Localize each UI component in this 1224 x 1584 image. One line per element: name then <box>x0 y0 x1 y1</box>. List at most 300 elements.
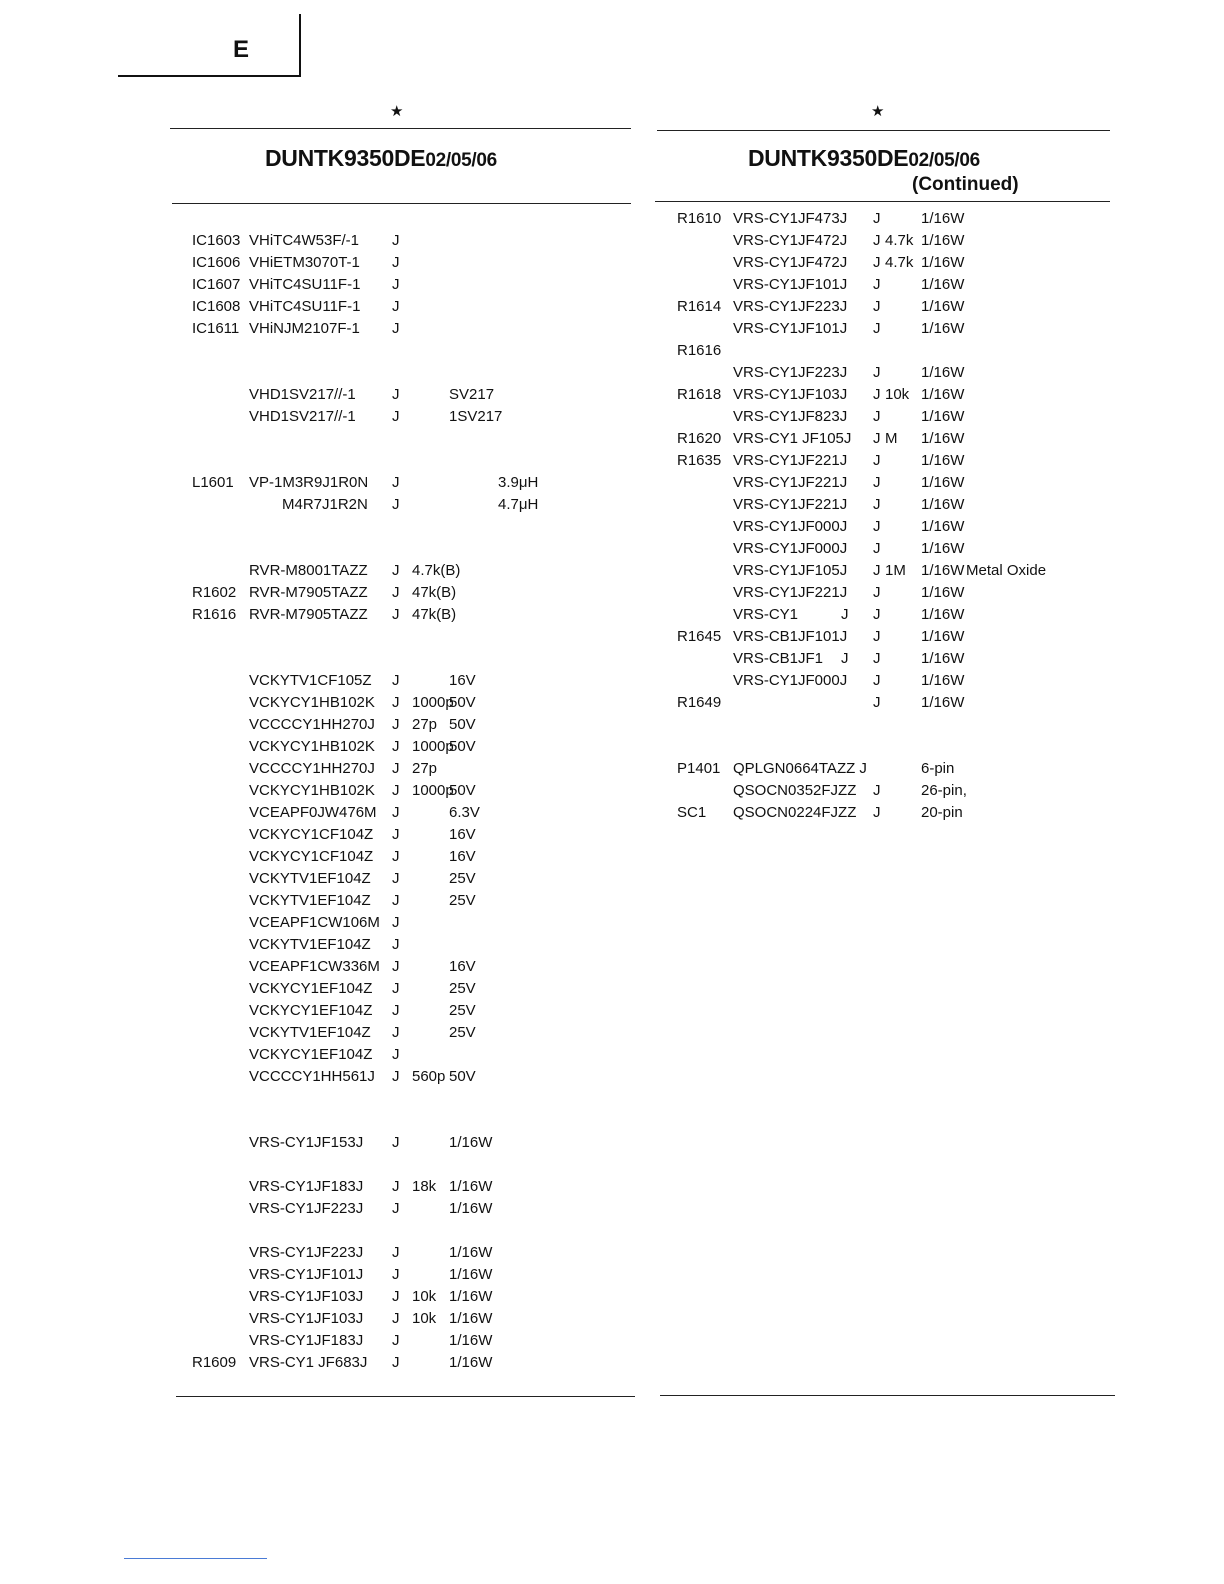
part-rating: 26-pin, <box>921 782 967 799</box>
parts-row <box>192 1308 632 1330</box>
parts-row <box>192 1220 632 1242</box>
part-number: VCEAPF1CW336M <box>249 958 380 975</box>
parts-row <box>677 670 1117 692</box>
parts-row <box>192 1088 632 1110</box>
part-number: VCKYCY1HB102K <box>249 694 375 711</box>
part-number: VHiETM3070T-1 <box>249 254 360 271</box>
part-number: VRS-CY1JF472J <box>733 232 848 249</box>
part-code: J <box>392 1002 400 1019</box>
parts-row <box>192 494 632 516</box>
part-code: J <box>392 606 400 623</box>
part-number: VCKYCY1EF104Z <box>249 1046 373 1063</box>
part-number: VRS-CY1JF223J <box>249 1244 364 1261</box>
parts-row <box>192 956 632 978</box>
part-code: J <box>392 1200 400 1217</box>
part-number: VCCCCY1HH270J <box>249 716 375 733</box>
parts-row <box>192 604 632 626</box>
parts-row <box>192 1352 632 1374</box>
part-rating: 1/16W <box>921 518 965 535</box>
part-number: VHD1SV217//-1 <box>249 386 356 403</box>
ref-designator: R1610 <box>677 210 722 227</box>
part-rating: 50V <box>449 782 476 799</box>
part-value: 4.7k <box>885 254 914 271</box>
part-code: J <box>873 364 881 381</box>
part-rating: 1/16W <box>921 562 965 579</box>
part-number: VCKYTV1EF104Z <box>249 870 371 887</box>
part-code: J <box>392 694 400 711</box>
ref-designator: R1618 <box>677 386 722 403</box>
part-number: VRS-CY1JF223J <box>733 298 848 315</box>
part-code: J <box>392 980 400 997</box>
part-rating: 1/16W <box>921 650 965 667</box>
left-title-main: DUNTK9350DE <box>265 145 426 171</box>
right-bottom-rule <box>660 1395 1115 1396</box>
parts-row <box>677 780 1117 802</box>
section-tab-letter: E <box>233 36 250 63</box>
parts-row <box>677 318 1117 340</box>
part-number: VCCCCY1HH270J <box>249 760 375 777</box>
ref-designator: IC1607 <box>192 276 241 293</box>
part-rating: 1/16W <box>921 496 965 513</box>
part-code: J <box>392 716 400 733</box>
part-code: J <box>392 1332 400 1349</box>
part-code: J <box>392 804 400 821</box>
left-title <box>265 145 497 172</box>
part-code: J <box>841 606 849 623</box>
part-code: J <box>873 474 881 491</box>
part-code: J <box>873 452 881 469</box>
ref-designator: R1649 <box>677 694 722 711</box>
parts-row <box>677 274 1117 296</box>
parts-row <box>192 824 632 846</box>
part-number: VCKYCY1CF104Z <box>249 826 374 843</box>
part-rating: 1/16W <box>449 1332 493 1349</box>
parts-row <box>192 1066 632 1088</box>
parts-row <box>677 802 1117 824</box>
right-title <box>748 145 980 172</box>
part-rating: 1/16W <box>449 1266 493 1283</box>
part-code: J <box>392 848 400 865</box>
parts-row <box>192 736 632 758</box>
parts-row <box>192 1154 632 1176</box>
part-rating: 1/16W <box>921 210 965 227</box>
part-code: J <box>392 1266 400 1283</box>
right-continued-label: (Continued) <box>912 174 1019 195</box>
part-value: 18k <box>412 1178 437 1195</box>
parts-row <box>192 1044 632 1066</box>
part-rating: 1/16W <box>921 276 965 293</box>
part-number: RVR-M7905TAZZ <box>249 584 368 601</box>
part-number: VCKYTV1EF104Z <box>249 1024 371 1041</box>
part-code: J <box>873 782 881 799</box>
part-rating: 1/16W <box>921 386 965 403</box>
part-rating: 1/16W <box>449 1310 493 1327</box>
right-top-rule <box>657 130 1110 131</box>
parts-row <box>192 1000 632 1022</box>
part-rating: 1/16W <box>921 430 965 447</box>
part-code: J <box>392 1178 400 1195</box>
part-rating: 1/16W <box>921 606 965 623</box>
part-number: VRS-CY1JF183J <box>249 1178 364 1195</box>
part-code: J <box>392 232 400 249</box>
parts-row <box>677 362 1117 384</box>
part-rating: 1/16W <box>921 232 965 249</box>
part-number: VRS-CY1JF101J <box>733 320 848 337</box>
part-number: VCKYCY1EF104Z <box>249 1002 373 1019</box>
part-value: 10k <box>885 386 910 403</box>
part-rating: SV217 <box>449 386 495 403</box>
parts-row <box>192 670 632 692</box>
parts-row <box>192 340 632 362</box>
part-rating: 1/16W <box>921 474 965 491</box>
section-tab-divider <box>299 14 301 77</box>
part-code: J <box>873 562 881 579</box>
ref-designator: L1601 <box>192 474 234 491</box>
part-number: VHiTC4SU11F-1 <box>249 276 361 293</box>
part-number: VRS-CY1JF221J <box>733 474 848 491</box>
ref-designator: R1616 <box>677 342 722 359</box>
part-code: J <box>392 870 400 887</box>
part-code: J <box>873 628 881 645</box>
parts-row <box>677 758 1117 780</box>
part-number: VCEAPF1CW106M <box>249 914 380 931</box>
part-number: VRS-CY1JF000J <box>733 672 848 689</box>
part-number: VCKYCY1EF104Z <box>249 980 373 997</box>
part-rating: 1/16W <box>921 540 965 557</box>
part-number: VRS-CY1JF183J <box>249 1332 364 1349</box>
part-rating: 25V <box>449 892 476 909</box>
part-code: J <box>873 232 881 249</box>
parts-row <box>192 802 632 824</box>
parts-row <box>677 450 1117 472</box>
part-rating: 6-pin <box>921 760 955 777</box>
part-rating: 25V <box>449 980 476 997</box>
part-rating: 50V <box>449 694 476 711</box>
part-rating: 50V <box>449 1068 476 1085</box>
part-number: QPLGN0664TAZZ J <box>733 760 867 777</box>
part-rating: 1SV217 <box>449 408 503 425</box>
part-value: 1000p <box>412 782 454 799</box>
part-rating: 6.3V <box>449 804 480 821</box>
parts-row <box>192 1286 632 1308</box>
left-title-suffix: 02/05/06 <box>425 150 497 171</box>
part-code: J <box>392 782 400 799</box>
part-rating: 1/16W <box>921 320 965 337</box>
part-value: 10k <box>412 1288 437 1305</box>
part-value: 1000p <box>412 738 454 755</box>
part-rating: 25V <box>449 1024 476 1041</box>
ref-designator: R1609 <box>192 1354 237 1371</box>
parts-row <box>192 296 632 318</box>
parts-row <box>192 1242 632 1264</box>
part-number: VRS-CY1JF221J <box>733 452 848 469</box>
part-number: VRS-CY1JF221J <box>733 496 848 513</box>
parts-row <box>192 230 632 252</box>
section-tab-underline <box>118 75 301 77</box>
part-code: J <box>392 276 400 293</box>
parts-row <box>192 978 632 1000</box>
parts-row <box>192 428 632 450</box>
parts-row <box>192 714 632 736</box>
part-number: VCKYTV1CF105Z <box>249 672 372 689</box>
parts-row <box>192 1022 632 1044</box>
part-number: VRS-CY1JF101J <box>249 1266 364 1283</box>
parts-row <box>192 1264 632 1286</box>
part-value: 47k(B) <box>412 584 457 601</box>
part-rating: 1/16W <box>449 1288 493 1305</box>
parts-row <box>677 626 1117 648</box>
part-number: VRS-CY1 JF105J <box>733 430 852 447</box>
part-number: VHiNJM2107F-1 <box>249 320 360 337</box>
part-rating: 1/16W <box>921 254 965 271</box>
part-value: 10k <box>412 1310 437 1327</box>
part-number: VRS-CY1JF103J <box>249 1288 364 1305</box>
parts-row <box>192 560 632 582</box>
parts-row <box>192 516 632 538</box>
parts-row <box>677 516 1117 538</box>
parts-row <box>677 494 1117 516</box>
part-code: J <box>392 1046 400 1063</box>
parts-row <box>677 252 1117 274</box>
part-code: J <box>392 1024 400 1041</box>
part-number: VRS-CY1JF000J <box>733 540 848 557</box>
ref-designator: SC1 <box>677 804 707 821</box>
part-value: 47k(B) <box>412 606 457 623</box>
parts-row <box>677 296 1117 318</box>
parts-row <box>677 604 1117 626</box>
parts-row <box>677 692 1117 714</box>
part-code: J <box>873 804 881 821</box>
right-title-main: DUNTK9350DE <box>748 145 909 171</box>
part-number: VRS-CY1JF103J <box>249 1310 364 1327</box>
parts-row <box>677 582 1117 604</box>
part-number: VRS-CY1JF000J <box>733 518 848 535</box>
part-rating: 1/16W <box>449 1354 493 1371</box>
part-code: J <box>873 254 881 271</box>
part-number: VRS-CY1JF101J <box>733 276 848 293</box>
part-rating: 1/16W <box>449 1244 493 1261</box>
part-number: VRS-CY1JF823J <box>733 408 848 425</box>
part-number: VHiTC4W53F/-1 <box>249 232 360 249</box>
part-number: VCEAPF0JW476M <box>249 804 377 821</box>
part-number: VRS-CY1JF105J <box>733 562 848 579</box>
part-rating: 1/16W <box>921 584 965 601</box>
parts-row <box>677 428 1117 450</box>
part-code: J <box>392 254 400 271</box>
part-number: QSOCN0224FJZZ <box>733 804 857 821</box>
parts-row <box>677 406 1117 428</box>
part-number: VCCCCY1HH561J <box>249 1068 375 1085</box>
part-value: 560p <box>412 1068 446 1085</box>
part-code: J <box>392 914 400 931</box>
parts-row <box>677 648 1117 670</box>
part-rating: 1/16W <box>921 364 965 381</box>
right-title-suffix: 02/05/06 <box>908 150 980 171</box>
part-rating: 16V <box>449 826 476 843</box>
part-code: J <box>873 650 881 667</box>
part-code: J <box>873 210 881 227</box>
part-code: J <box>873 518 881 535</box>
part-value: M <box>885 430 898 447</box>
parts-row <box>192 648 632 670</box>
part-code: J <box>873 496 881 513</box>
ref-designator: IC1606 <box>192 254 241 271</box>
parts-row <box>677 472 1117 494</box>
part-number: VRS-CY1JF472J <box>733 254 848 271</box>
part-spec: Metal Oxide <box>966 562 1047 579</box>
parts-row <box>192 384 632 406</box>
part-number: VRS-CY1JF103J <box>733 386 848 403</box>
part-number: VRS-CY1 <box>733 606 799 623</box>
part-number: VRS-CY1JF473J <box>733 210 848 227</box>
part-rating: 50V <box>449 716 476 733</box>
parts-row <box>192 1110 632 1132</box>
ref-designator: R1602 <box>192 584 237 601</box>
ref-designator: R1614 <box>677 298 722 315</box>
part-number: VCKYCY1HB102K <box>249 738 375 755</box>
left-parts-list <box>192 230 632 1374</box>
part-rating: 20-pin <box>921 804 963 821</box>
parts-row <box>192 1132 632 1154</box>
part-rating: 16V <box>449 958 476 975</box>
part-code: J <box>873 386 881 403</box>
parts-row <box>192 626 632 648</box>
part-code: J <box>873 298 881 315</box>
part-code: J <box>392 1068 400 1085</box>
parts-row <box>192 472 632 494</box>
parts-row <box>192 780 632 802</box>
part-code: J <box>873 408 881 425</box>
part-code: J <box>873 672 881 689</box>
part-number: VRS-CY1 JF683J <box>249 1354 368 1371</box>
part-code: J <box>392 892 400 909</box>
parts-row <box>192 934 632 956</box>
part-code: J <box>392 584 400 601</box>
parts-row <box>192 890 632 912</box>
part-number: M4R7J1R2N <box>282 496 368 513</box>
part-rating: 1/16W <box>921 694 965 711</box>
part-number: RVR-M8001TAZZ <box>249 562 368 579</box>
parts-row <box>192 450 632 472</box>
part-value: 4.7k(B) <box>412 562 461 579</box>
part-rating: 1/16W <box>449 1178 493 1195</box>
part-number: VRS-CY1JF223J <box>733 364 848 381</box>
part-number: VCKYCY1HB102K <box>249 782 375 799</box>
left-bottom-rule <box>176 1396 635 1397</box>
part-code: J <box>392 826 400 843</box>
part-code: J <box>392 936 400 953</box>
ref-designator: IC1603 <box>192 232 241 249</box>
part-number: VRS-CY1JF153J <box>249 1134 364 1151</box>
parts-row <box>677 208 1117 230</box>
parts-row <box>192 846 632 868</box>
parts-row <box>192 1198 632 1220</box>
part-code: J <box>392 1244 400 1261</box>
part-value: 27p <box>412 760 438 777</box>
parts-row <box>192 1330 632 1352</box>
part-rating: 1/16W <box>449 1134 493 1151</box>
part-number: VCKYTV1EF104Z <box>249 892 371 909</box>
parts-row <box>677 340 1117 362</box>
part-rating: 16V <box>449 672 476 689</box>
parts-row <box>677 560 1117 582</box>
part-code: J <box>392 1134 400 1151</box>
part-code: J <box>392 320 400 337</box>
part-number: VRS-CY1JF223J <box>249 1200 364 1217</box>
part-code: J <box>392 386 400 403</box>
part-rating: 50V <box>449 738 476 755</box>
right-header-rule <box>655 201 1110 202</box>
part-code: J <box>392 474 400 491</box>
part-rating: 1/16W <box>921 408 965 425</box>
part-rating: 1/16W <box>921 452 965 469</box>
ref-designator: IC1608 <box>192 298 241 315</box>
parts-row <box>677 714 1117 736</box>
part-rating: 1/16W <box>921 672 965 689</box>
left-star-icon: ★ <box>390 103 404 120</box>
parts-row <box>192 318 632 340</box>
part-number: VCKYCY1CF104Z <box>249 848 374 865</box>
part-number: VP-1M3R9J1R0N <box>249 474 369 491</box>
part-rating: 1/16W <box>449 1200 493 1217</box>
parts-row <box>192 582 632 604</box>
right-star-icon: ★ <box>871 103 885 120</box>
parts-row <box>192 868 632 890</box>
parts-row <box>677 736 1117 758</box>
part-number: VRS-CB1JF101J <box>733 628 848 645</box>
parts-row <box>192 252 632 274</box>
right-parts-list <box>677 208 1117 824</box>
part-code: J <box>392 958 400 975</box>
part-rating: 16V <box>449 848 476 865</box>
parts-row <box>192 692 632 714</box>
part-code: J <box>873 276 881 293</box>
part-code: J <box>873 584 881 601</box>
parts-row <box>192 274 632 296</box>
part-code: J <box>392 1288 400 1305</box>
part-value: 1M <box>885 562 906 579</box>
ref-designator: R1635 <box>677 452 722 469</box>
parts-row <box>192 406 632 428</box>
part-spec: 3.9μH <box>498 474 539 491</box>
part-code: J <box>392 1310 400 1327</box>
left-top-rule <box>170 128 631 129</box>
parts-row <box>192 362 632 384</box>
left-header-rule <box>172 203 631 204</box>
part-number: VHiTC4SU11F-1 <box>249 298 361 315</box>
part-number: VHD1SV217//-1 <box>249 408 356 425</box>
part-code: J <box>392 672 400 689</box>
part-number: RVR-M7905TAZZ <box>249 606 368 623</box>
part-rating: 1/16W <box>921 628 965 645</box>
ref-designator: R1645 <box>677 628 722 645</box>
part-code: J <box>392 760 400 777</box>
part-code: J <box>392 1354 400 1371</box>
ref-designator: IC1611 <box>192 320 240 337</box>
parts-row <box>677 538 1117 560</box>
part-code: J <box>873 320 881 337</box>
footer-link-underline <box>124 1558 267 1559</box>
part-rating: 25V <box>449 1002 476 1019</box>
parts-row <box>192 912 632 934</box>
part-code: J <box>873 540 881 557</box>
parts-row <box>677 384 1117 406</box>
part-code: J <box>841 650 849 667</box>
parts-row <box>192 1176 632 1198</box>
part-spec: 4.7μH <box>498 496 539 513</box>
part-rating: 1/16W <box>921 298 965 315</box>
parts-row <box>192 538 632 560</box>
